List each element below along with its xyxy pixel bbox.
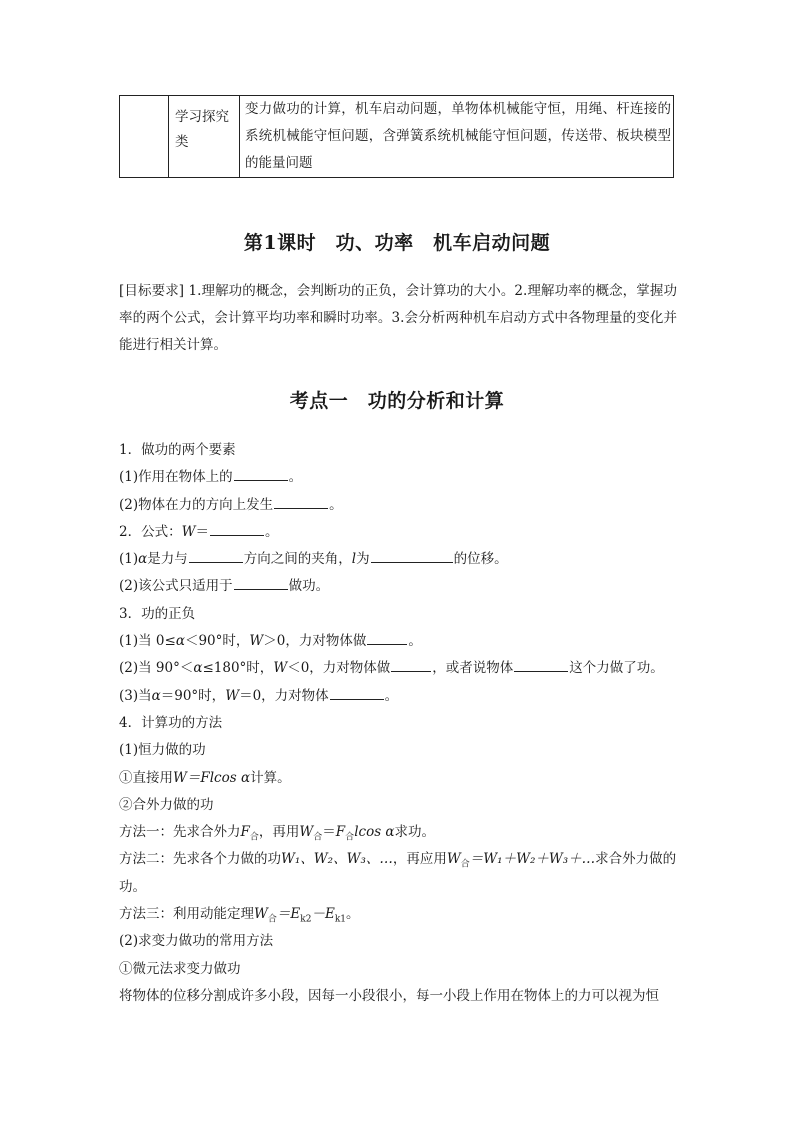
last-line: 将物体的位移分割成许多小段，因每一小段很小，每一小段上作用在物体上的力可以视为恒 <box>119 987 659 1004</box>
table-cell-empty <box>120 96 169 177</box>
fill-blank[interactable] <box>234 466 288 481</box>
line-2a: (1)α是力与 方向之间的夹角，l为 的位移。 <box>119 546 681 573</box>
fill-blank[interactable] <box>189 548 243 563</box>
line-s1a: ①直接用W＝Flcos α计算。 <box>119 769 291 786</box>
subheading-1: (1)恒力做的功 <box>119 742 206 759</box>
fill-blank[interactable] <box>274 494 328 509</box>
table-cell-content: 变力做功的计算，机车启动问题，单物体机械能守恒，用绳、杆连接的系统机械能守恒问题，含弹簧系统机械能守恒问题，传送带、板块模型的能量问题 <box>245 101 671 171</box>
line-2b: (2)该公式只适用于 做功。 <box>119 573 681 600</box>
line-3a: (1)当 0≤α＜90°时，W＞0，力对物体做 。 <box>119 628 681 655</box>
lesson-title: 第1课时 功、功率 机车启动问题 <box>243 232 551 254</box>
method-1: 方法一：先求合外力$F_合$，再用$W_合=F_合lcos$ α求功。 <box>119 824 436 843</box>
table-cell-label: 学习探究类 <box>169 96 240 177</box>
content-body <box>119 437 681 1010</box>
fill-blank[interactable] <box>514 657 568 672</box>
line-3c: (3)当α＝90°时，W＝0，力对物体 。 <box>119 683 681 710</box>
fill-blank[interactable] <box>210 521 264 536</box>
summary-table <box>119 95 674 178</box>
heading-4: 4．计算功的方法 <box>119 714 223 731</box>
fill-blank[interactable] <box>391 657 431 672</box>
line-s2a: ①微元法求变力做功 <box>119 960 241 977</box>
fill-blank[interactable] <box>371 548 453 563</box>
method-3: 方法三：利用动能定理$W_合=E_{k2}-E_{k1}$。 <box>119 906 360 925</box>
goal-label: [目标要求] <box>119 283 185 299</box>
line-s1b: ②合外力做的功 <box>119 796 214 813</box>
method-2: 方法二：先求各个力做的功W₁、W₂、W₃、…，再应用$W_合=W_1+W_2+W_3+\dots$求合外力做的功。 <box>119 851 677 895</box>
line-3b: (2)当 90°＜α≤180°时，W＜0，力对物体做 ，或者说物体 这个力做了功。 <box>119 655 681 682</box>
section-title: 考点一 功的分析和计算 <box>289 390 505 412</box>
goal-paragraph <box>119 278 677 359</box>
fill-blank[interactable] <box>367 630 407 645</box>
line-1b: (2)物体在力的方向上发生 。 <box>119 492 681 519</box>
heading-1: 1．做功的两个要素 <box>119 442 236 458</box>
fill-blank[interactable] <box>234 575 288 590</box>
heading-3: 3．功的正负 <box>119 605 196 622</box>
subheading-2: (2)求变力做功的常用方法 <box>119 933 274 950</box>
goal-text: 1.理解功的概念，会判断功的正负，会计算功的大小。2.理解功率的概念，掌握功率的两个公式，会计算平均功率和瞬时功率。3.会分析两种机车启动方式中各物理量的变化并能进行相关计算。 <box>119 283 677 353</box>
heading-2: 2．公式：W＝ 。 <box>119 519 681 546</box>
fill-blank[interactable] <box>330 685 384 700</box>
line-1a: (1)作用在物体上的 。 <box>119 464 681 491</box>
